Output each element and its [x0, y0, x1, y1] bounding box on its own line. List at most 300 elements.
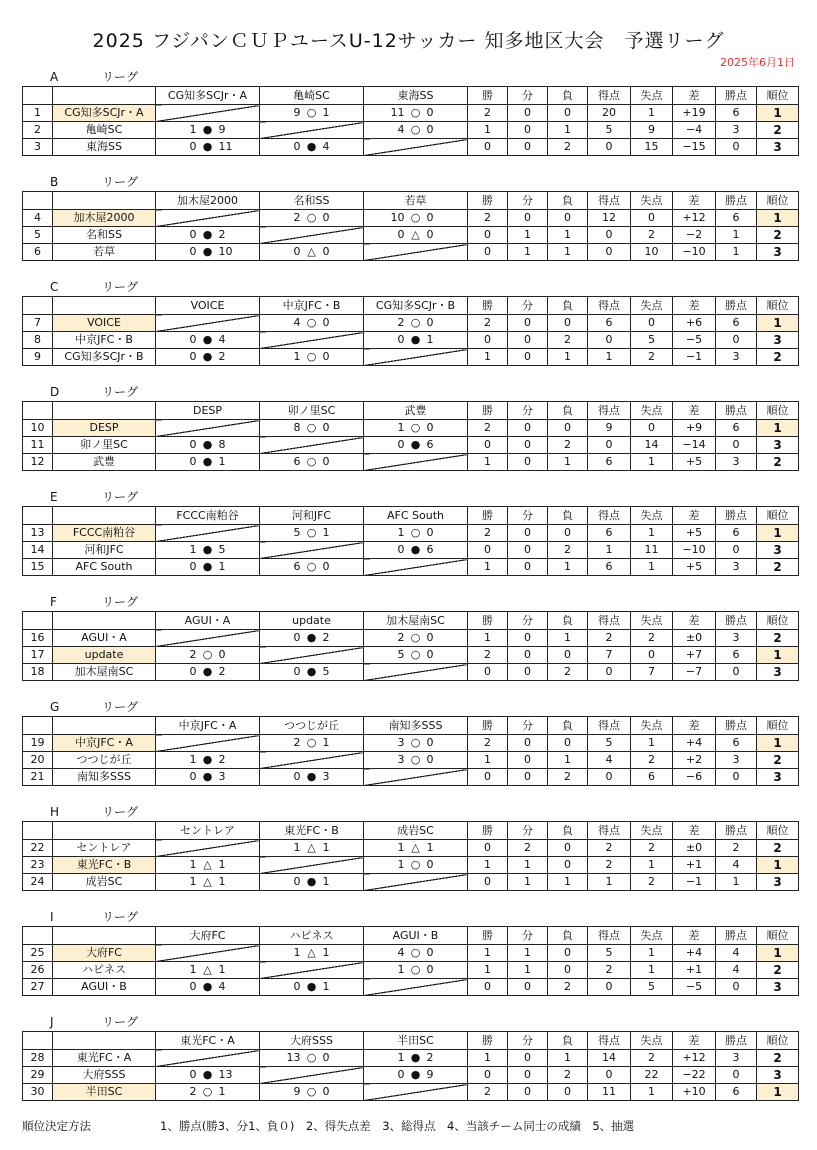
- team-number: 5: [23, 227, 53, 244]
- table-header-row: [23, 1032, 799, 1050]
- header-team: 東海SS: [364, 87, 468, 105]
- goals-for: 5: [588, 122, 631, 139]
- wins: 0: [468, 840, 508, 857]
- self-match-cell: [364, 1084, 468, 1101]
- table-row: [23, 769, 799, 786]
- points: 6: [716, 315, 757, 332]
- team-number: 27: [23, 979, 53, 996]
- draws: 1: [508, 945, 548, 962]
- goal-diff: +5: [673, 559, 716, 576]
- team-name: AGUI・B: [53, 979, 156, 996]
- points: 4: [716, 945, 757, 962]
- league-table: [22, 821, 799, 891]
- result-mark: ○: [306, 560, 317, 573]
- draws: 0: [508, 105, 548, 122]
- self-match-cell: [156, 315, 260, 332]
- header-column: 分: [508, 1032, 548, 1050]
- score: [281, 525, 343, 541]
- header-blank: [53, 612, 156, 630]
- goal-diff: +1: [673, 962, 716, 979]
- score: [281, 349, 343, 365]
- team-name: 南知多SSS: [53, 769, 156, 786]
- header-column: 差: [673, 822, 716, 840]
- goals-for: 2: [588, 630, 631, 647]
- goals-against: 7: [631, 664, 673, 681]
- score: [385, 105, 447, 121]
- result-mark: ●: [202, 228, 213, 241]
- header-team: update: [260, 612, 364, 630]
- losses: 0: [548, 945, 588, 962]
- rank: 1: [757, 105, 799, 122]
- score: [385, 525, 447, 541]
- goals-against: 5: [631, 332, 673, 349]
- points: 1: [716, 244, 757, 261]
- wins: 1: [468, 630, 508, 647]
- wins: 1: [468, 559, 508, 576]
- header-column: 差: [673, 612, 716, 630]
- score: [281, 630, 343, 646]
- match-result: [156, 559, 260, 576]
- losses: 0: [548, 962, 588, 979]
- league-f: [22, 595, 798, 681]
- goal-diff: −2: [673, 227, 716, 244]
- table-row: [23, 979, 799, 996]
- header-team: 武豊: [364, 402, 468, 420]
- result-mark: ●: [306, 631, 317, 644]
- league-table: [22, 86, 799, 156]
- goals-against: 15: [631, 139, 673, 156]
- losses: 0: [548, 315, 588, 332]
- score-own: 3: [397, 753, 405, 766]
- score-own: 1: [397, 526, 405, 539]
- score-opponent: 9: [426, 1068, 434, 1081]
- score-opponent: 2: [218, 665, 226, 678]
- goals-against: 5: [631, 979, 673, 996]
- rank: 1: [757, 420, 799, 437]
- table-row: [23, 630, 799, 647]
- match-result: [364, 525, 468, 542]
- goal-diff: −6: [673, 769, 716, 786]
- result-mark: △: [307, 245, 316, 258]
- team-name: 半田SC: [53, 1084, 156, 1101]
- score-own: 0: [397, 333, 405, 346]
- header-blank: [23, 297, 53, 315]
- result-mark: △: [307, 946, 316, 959]
- match-result: [260, 105, 364, 122]
- goal-diff: −14: [673, 437, 716, 454]
- league-table: [22, 1031, 799, 1101]
- score: [177, 139, 239, 155]
- team-number: 29: [23, 1067, 53, 1084]
- wins: 2: [468, 647, 508, 664]
- header-column: 差: [673, 87, 716, 105]
- score: [177, 664, 239, 680]
- goals-for: 11: [588, 1084, 631, 1101]
- goals-for: 20: [588, 105, 631, 122]
- score: [177, 769, 239, 785]
- header-blank: [53, 822, 156, 840]
- goal-diff: −22: [673, 1067, 716, 1084]
- table-row: [23, 647, 799, 664]
- losses: 2: [548, 332, 588, 349]
- score-own: 0: [189, 350, 197, 363]
- header-team: 若草: [364, 192, 468, 210]
- match-result: [364, 122, 468, 139]
- result-mark: △: [203, 858, 212, 871]
- draws: 0: [508, 210, 548, 227]
- table-header-row: [23, 612, 799, 630]
- losses: 1: [548, 244, 588, 261]
- result-mark: △: [203, 875, 212, 888]
- losses: 1: [548, 752, 588, 769]
- wins: 1: [468, 454, 508, 471]
- result-mark: ●: [410, 543, 421, 556]
- result-mark: ●: [202, 123, 213, 136]
- team-name: 大府SSS: [53, 1067, 156, 1084]
- table-row: [23, 454, 799, 471]
- header-blank: [23, 927, 53, 945]
- score: [177, 542, 239, 558]
- goals-for: 6: [588, 525, 631, 542]
- team-number: 2: [23, 122, 53, 139]
- score: [281, 315, 343, 331]
- team-name: 若草: [53, 244, 156, 261]
- header-team: 加木屋2000: [156, 192, 260, 210]
- goal-diff: +5: [673, 525, 716, 542]
- score: [177, 752, 239, 768]
- team-number: 23: [23, 857, 53, 874]
- score-own: 1: [397, 1051, 405, 1064]
- score: [281, 139, 343, 155]
- score: [281, 210, 343, 226]
- match-result: [260, 525, 364, 542]
- draws: 1: [508, 857, 548, 874]
- score: [385, 315, 447, 331]
- score-opponent: 0: [426, 211, 434, 224]
- header-column: 差: [673, 297, 716, 315]
- goal-diff: −4: [673, 122, 716, 139]
- rank: 1: [757, 1084, 799, 1101]
- points: 0: [716, 979, 757, 996]
- result-mark: ○: [410, 106, 421, 119]
- goals-against: 0: [631, 420, 673, 437]
- match-result: [156, 332, 260, 349]
- header-column: 順位: [757, 87, 799, 105]
- score-own: 2: [397, 316, 405, 329]
- score-own: 9: [293, 1085, 301, 1098]
- self-match-cell: [364, 349, 468, 366]
- rank: 3: [757, 874, 799, 891]
- header-column: 得点: [588, 87, 631, 105]
- score: [177, 227, 239, 243]
- rank: 2: [757, 122, 799, 139]
- score-own: 0: [189, 140, 197, 153]
- result-mark: ●: [202, 665, 213, 678]
- wins: 0: [468, 332, 508, 349]
- match-result: [260, 315, 364, 332]
- result-mark: ●: [410, 1068, 421, 1081]
- header-blank: [23, 402, 53, 420]
- rank: 2: [757, 454, 799, 471]
- table-header-row: [23, 402, 799, 420]
- wins: 0: [468, 542, 508, 559]
- rank: 3: [757, 437, 799, 454]
- header-column: 勝点: [716, 927, 757, 945]
- result-mark: ○: [410, 648, 421, 661]
- league-suffix: リーグ: [102, 175, 139, 189]
- header-column: 負: [548, 612, 588, 630]
- score-own: 0: [189, 560, 197, 573]
- result-mark: ●: [202, 455, 213, 468]
- team-number: 7: [23, 315, 53, 332]
- result-mark: △: [411, 228, 420, 241]
- team-number: 12: [23, 454, 53, 471]
- table-row: [23, 1084, 799, 1101]
- match-result: [364, 227, 468, 244]
- self-match-cell: [156, 420, 260, 437]
- team-name: AFC South: [53, 559, 156, 576]
- points: 6: [716, 735, 757, 752]
- score-own: 1: [397, 963, 405, 976]
- score-own: 0: [293, 875, 301, 888]
- score: [385, 227, 447, 243]
- score: [385, 752, 447, 768]
- wins: 0: [468, 437, 508, 454]
- header-team: セントレア: [156, 822, 260, 840]
- team-name: VOICE: [53, 315, 156, 332]
- league-a: [22, 70, 798, 156]
- team-name: ハピネス: [53, 962, 156, 979]
- draws: 0: [508, 769, 548, 786]
- header-blank: [23, 192, 53, 210]
- league-letter: I: [50, 910, 54, 924]
- result-mark: ○: [306, 316, 317, 329]
- league-heading: [22, 280, 798, 296]
- header-team: 半田SC: [364, 1032, 468, 1050]
- rank: 3: [757, 332, 799, 349]
- result-mark: ●: [202, 438, 213, 451]
- team-name: 亀崎SC: [53, 122, 156, 139]
- draws: 1: [508, 874, 548, 891]
- league-letter: F: [50, 595, 57, 609]
- match-result: [156, 664, 260, 681]
- score: [281, 874, 343, 890]
- score: [177, 1084, 239, 1100]
- draws: 0: [508, 122, 548, 139]
- score-opponent: 6: [426, 438, 434, 451]
- result-mark: ○: [410, 946, 421, 959]
- score: [177, 122, 239, 138]
- losses: 0: [548, 647, 588, 664]
- league-letter: C: [50, 280, 59, 294]
- league-c: [22, 280, 798, 366]
- self-match-cell: [260, 332, 364, 349]
- match-result: [260, 244, 364, 261]
- header-team: VOICE: [156, 297, 260, 315]
- draws: 0: [508, 349, 548, 366]
- score-own: 1: [397, 841, 405, 854]
- score: [385, 962, 447, 978]
- goals-for: 0: [588, 244, 631, 261]
- header-blank: [23, 822, 53, 840]
- league-suffix: リーグ: [102, 1015, 139, 1029]
- wins: 2: [468, 315, 508, 332]
- league-table: [22, 926, 799, 996]
- losses: 0: [548, 840, 588, 857]
- score-own: 0: [189, 245, 197, 258]
- self-match-cell: [156, 735, 260, 752]
- result-mark: ○: [306, 455, 317, 468]
- score: [177, 857, 239, 873]
- self-match-cell: [156, 1050, 260, 1067]
- league-table: [22, 191, 799, 261]
- team-number: 19: [23, 735, 53, 752]
- score-opponent: 1: [218, 875, 226, 888]
- header-column: 分: [508, 297, 548, 315]
- wins: 1: [468, 122, 508, 139]
- self-match-cell: [260, 542, 364, 559]
- match-result: [156, 1084, 260, 1101]
- score-own: 9: [293, 106, 301, 119]
- score-own: 0: [189, 228, 197, 241]
- team-number: 24: [23, 874, 53, 891]
- match-result: [364, 105, 468, 122]
- team-name: 成岩SC: [53, 874, 156, 891]
- team-name: FCCC南粕谷: [53, 525, 156, 542]
- score-opponent: 4: [218, 333, 226, 346]
- rank: 3: [757, 664, 799, 681]
- team-name: 大府FC: [53, 945, 156, 962]
- draws: 0: [508, 979, 548, 996]
- score-own: 2: [397, 631, 405, 644]
- score-own: 0: [397, 543, 405, 556]
- table-row: [23, 962, 799, 979]
- table-row: [23, 945, 799, 962]
- goals-for: 0: [588, 332, 631, 349]
- match-result: [260, 420, 364, 437]
- header-team: 大府SSS: [260, 1032, 364, 1050]
- draws: 0: [508, 1050, 548, 1067]
- team-name: つつじが丘: [53, 752, 156, 769]
- team-number: 28: [23, 1050, 53, 1067]
- match-result: [364, 962, 468, 979]
- header-column: 勝: [468, 1032, 508, 1050]
- goals-against: 1: [631, 105, 673, 122]
- match-result: [364, 542, 468, 559]
- wins: 0: [468, 244, 508, 261]
- header-blank: [53, 402, 156, 420]
- score-own: 5: [293, 526, 301, 539]
- league-table: [22, 401, 799, 471]
- score-opponent: 0: [322, 350, 330, 363]
- wins: 1: [468, 1050, 508, 1067]
- goal-diff: +5: [673, 454, 716, 471]
- match-result: [260, 1050, 364, 1067]
- league-heading: [22, 175, 798, 191]
- header-column: 差: [673, 1032, 716, 1050]
- score-opponent: 0: [426, 106, 434, 119]
- header-column: 勝点: [716, 507, 757, 525]
- header-team: FCCC南粕谷: [156, 507, 260, 525]
- points: 6: [716, 647, 757, 664]
- header-blank: [53, 192, 156, 210]
- wins: 0: [468, 979, 508, 996]
- league-suffix: リーグ: [102, 805, 139, 819]
- goal-diff: +4: [673, 735, 716, 752]
- result-mark: ○: [410, 421, 421, 434]
- self-match-cell: [156, 105, 260, 122]
- score: [281, 769, 343, 785]
- draws: 0: [508, 332, 548, 349]
- score-opponent: 1: [322, 875, 330, 888]
- score-own: 0: [189, 455, 197, 468]
- score-opponent: 3: [218, 770, 226, 783]
- score: [281, 454, 343, 470]
- points: 0: [716, 1067, 757, 1084]
- points: 0: [716, 542, 757, 559]
- match-result: [156, 752, 260, 769]
- result-mark: ○: [410, 211, 421, 224]
- goals-against: 14: [631, 437, 673, 454]
- score-opponent: 2: [322, 631, 330, 644]
- team-number: 16: [23, 630, 53, 647]
- goal-diff: −1: [673, 349, 716, 366]
- draws: 0: [508, 1067, 548, 1084]
- header-team: AGUI・A: [156, 612, 260, 630]
- rank: 3: [757, 979, 799, 996]
- draws: 0: [508, 315, 548, 332]
- goals-against: 0: [631, 647, 673, 664]
- table-row: [23, 735, 799, 752]
- header-column: 分: [508, 717, 548, 735]
- score: [385, 122, 447, 138]
- goal-diff: +6: [673, 315, 716, 332]
- goals-for: 1: [588, 349, 631, 366]
- match-result: [156, 139, 260, 156]
- result-mark: ●: [410, 333, 421, 346]
- league-suffix: リーグ: [102, 70, 139, 84]
- goals-against: 0: [631, 315, 673, 332]
- result-mark: ○: [410, 316, 421, 329]
- header-blank: [23, 717, 53, 735]
- score-own: 0: [293, 770, 301, 783]
- team-number: 8: [23, 332, 53, 349]
- goal-diff: +12: [673, 210, 716, 227]
- score-own: 1: [397, 421, 405, 434]
- team-number: 3: [23, 139, 53, 156]
- goals-for: 14: [588, 1050, 631, 1067]
- rank: 2: [757, 559, 799, 576]
- table-row: [23, 332, 799, 349]
- team-name: DESP: [53, 420, 156, 437]
- score-own: 6: [293, 455, 301, 468]
- rank: 3: [757, 244, 799, 261]
- self-match-cell: [364, 454, 468, 471]
- score-own: 1: [189, 858, 197, 871]
- goals-for: 5: [588, 945, 631, 962]
- match-result: [156, 962, 260, 979]
- rank: 3: [757, 769, 799, 786]
- result-mark: ○: [306, 736, 317, 749]
- table-row: [23, 437, 799, 454]
- result-mark: ○: [202, 648, 213, 661]
- league-table: [22, 296, 799, 366]
- league-d: [22, 385, 798, 471]
- wins: 1: [468, 349, 508, 366]
- header-column: 失点: [631, 402, 673, 420]
- league-heading: [22, 910, 798, 926]
- goals-for: 0: [588, 664, 631, 681]
